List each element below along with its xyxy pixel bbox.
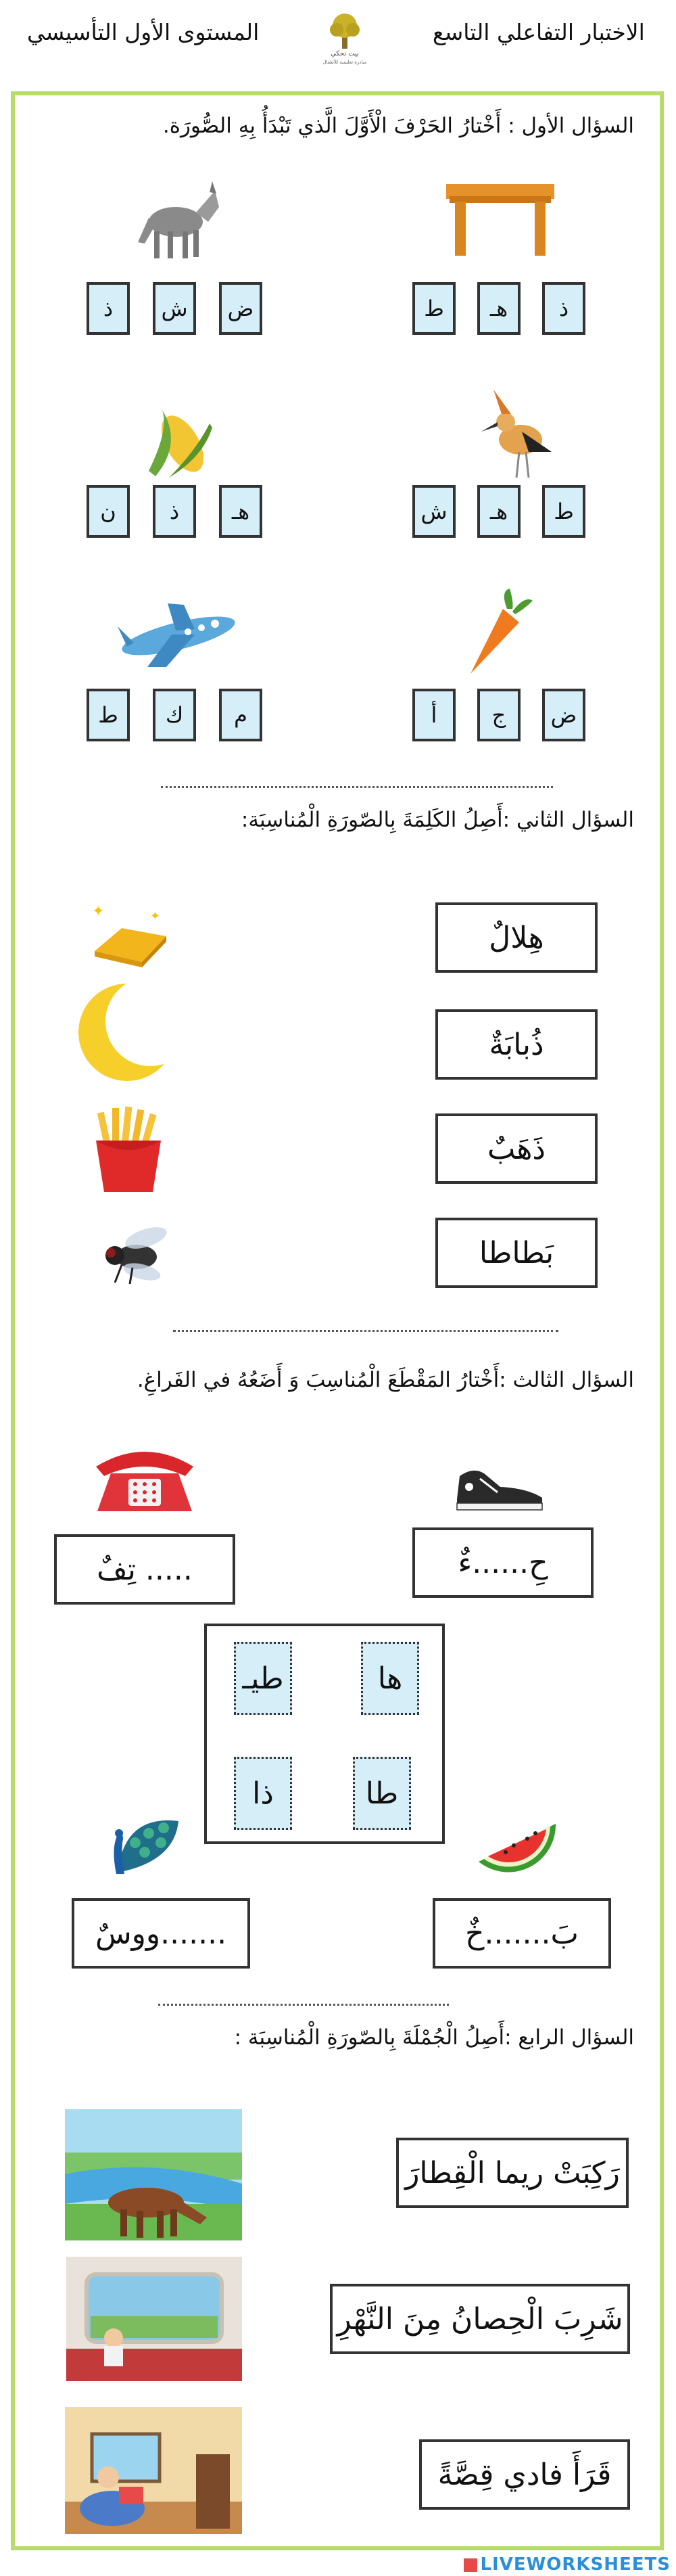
q3-syllable-3[interactable]: طا: [353, 1757, 411, 1830]
train-window-picture: [66, 2257, 242, 2381]
q1-r3-right-letter-1[interactable]: ض: [542, 689, 585, 741]
airplane-icon: [114, 599, 241, 670]
peacock-icon: [104, 1808, 188, 1878]
q4-sentence-1[interactable]: رَكِبَتْ ريما الْقِطارَ: [396, 2138, 629, 2208]
q1-r3-right-letter-3[interactable]: أ: [412, 689, 456, 741]
horse-river-picture: [65, 2109, 242, 2240]
q3-syllable-1[interactable]: ها: [361, 1642, 419, 1715]
watermelon-icon: [473, 1808, 561, 1875]
header-title-left: الاختبار التفاعلي التاسع: [433, 19, 645, 45]
q1-r1-left-letter-3[interactable]: ذ: [87, 282, 130, 335]
carrot-icon: [460, 589, 534, 676]
q3-blank-bottom-left[interactable]: .......ووسٌ: [72, 1898, 250, 1969]
q1-r2-right-letter-1[interactable]: ط: [542, 485, 585, 538]
svg-text:✦: ✦: [92, 903, 105, 920]
q4-sentence-3[interactable]: قَرَأَ فادي قِصَّةً: [419, 2439, 630, 2510]
q1-r1-left-letter-1[interactable]: ض: [219, 282, 262, 335]
q2-title: السؤال الثاني :أَصِلُ الكَلِمَةَ بِالصّورَةِ الْمُناسِبَة:: [241, 808, 634, 832]
q2-word-3[interactable]: ذَهَبٌ: [435, 1113, 598, 1184]
header-logo: [318, 7, 372, 68]
q1-r2-right-letter-3[interactable]: ش: [412, 485, 456, 538]
reading-child-picture: [65, 2407, 242, 2534]
hoopoe-icon: [481, 387, 556, 482]
liveworksheets-brand: LIVEWORKSHEETS: [464, 2554, 671, 2575]
header-title-right: المستوى الأول التأسيسي: [27, 19, 260, 45]
q1-r3-left-letter-2[interactable]: ك: [153, 689, 196, 741]
svg-text:✦: ✦: [150, 909, 161, 923]
fly-icon: [88, 1218, 176, 1285]
q2-word-2[interactable]: ذُبابَةٌ: [435, 1009, 598, 1080]
q1-r1-right-letter-2[interactable]: هـ: [477, 282, 521, 335]
q1-r1-right-letter-3[interactable]: ط: [412, 282, 456, 335]
q3-blank-bottom-right[interactable]: بَ.......خٌ: [433, 1898, 611, 1969]
wolf-icon: [141, 177, 222, 260]
brand-logo-icon: [464, 2558, 477, 2572]
q1-r3-right-letter-2[interactable]: ج: [477, 689, 521, 741]
french-fries-icon: [88, 1105, 169, 1193]
q1-r1-left-letter-2[interactable]: ش: [153, 282, 196, 335]
logo-sub: مبادرة تعليمية للأطفال: [322, 60, 367, 65]
corn-icon: [142, 403, 216, 484]
q1-r2-right-letter-2[interactable]: هـ: [477, 485, 521, 538]
q1-r2-left-letter-3[interactable]: ن: [87, 485, 130, 538]
table-icon: [443, 177, 558, 258]
q2-word-4[interactable]: بَطاطا: [435, 1218, 598, 1288]
q4-title: السؤال الرابع :أَصِلُ الْجُمْلَةَ بِالصّورَةِ الْمُناسِبَة :: [234, 2025, 634, 2050]
sneaker-icon: [453, 1458, 548, 1513]
q1-r2-left-letter-2[interactable]: ذ: [153, 485, 196, 538]
q3-title: السؤال الثالث :أَخْتارُ المَقْطَعَ الْمُناسِبَ وَ أَضَعُهُ في الفَراغِ.: [137, 1368, 634, 1392]
q1-r3-left-letter-3[interactable]: ط: [87, 689, 130, 741]
q1-title: السؤال الأول : أَخْتارُ الحَرْفَ الْأَوَّلَ الَّذي تَبْدَأُ بِهِ الصُّورَة.: [162, 114, 634, 138]
logo-label: بيت نحكي: [331, 50, 359, 58]
q2-word-1[interactable]: هِلالٌ: [435, 902, 598, 973]
separator-2: [173, 1330, 558, 1332]
telephone-icon: [84, 1441, 206, 1515]
tree-logo-icon: [318, 7, 372, 68]
gold-bar-icon: [85, 901, 173, 969]
q3-syllable-2[interactable]: طيـ: [234, 1642, 292, 1715]
q3-syllable-4[interactable]: ذا: [234, 1757, 292, 1830]
q1-r2-left-letter-1[interactable]: هـ: [219, 485, 262, 538]
q3-blank-top-right[interactable]: حِ......ءٌ: [412, 1527, 594, 1598]
crescent-moon-icon: [77, 980, 183, 1085]
q4-sentence-2[interactable]: شَرِبَ الْحِصانُ مِنَ النَّهْرِ: [330, 2284, 630, 2354]
separator-3: [158, 2004, 449, 2006]
q1-r3-left-letter-1[interactable]: م: [219, 689, 262, 741]
q1-r1-right-letter-1[interactable]: ذ: [542, 282, 585, 335]
q3-blank-top-left[interactable]: ..... تِفٌ: [54, 1534, 235, 1605]
separator-1: [161, 786, 553, 788]
